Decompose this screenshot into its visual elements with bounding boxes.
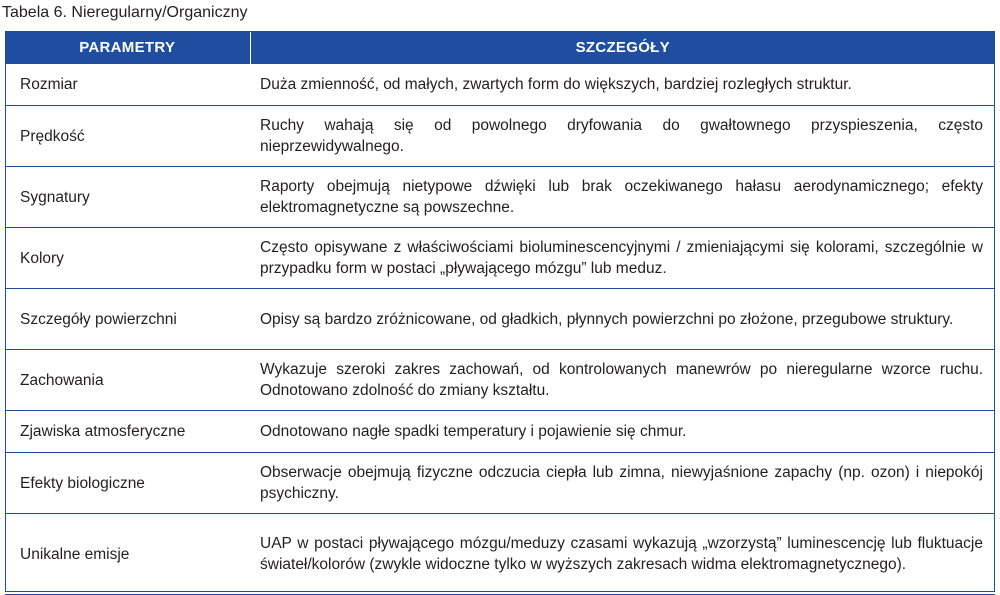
table-row [5, 228, 995, 289]
row-details: Raporty obejmują nietypowe dźwięki lub brak oczekiwanego hałasu aerodynamicznego; efekty elektromagnetyczne są powszechne. [250, 167, 995, 228]
row-details: Odnotowano nagłe spadki temperatury i pojawienie się chmur. [250, 411, 995, 453]
table-row [5, 289, 995, 350]
table-row [5, 453, 995, 514]
table-row [5, 106, 995, 167]
row-parameter: Efekty biologiczne [5, 453, 250, 514]
table-row [5, 514, 995, 595]
row-parameter: Zjawiska atmosferyczne [5, 411, 250, 453]
row-parameter: Rozmiar [5, 64, 250, 106]
row-details: Często opisywane z właściwościami bioluminescencyjnymi / zmieniającymi się kolorami, szczególnie w przypadku form w postaci „pływającego mózgu” lub meduz. [250, 228, 995, 289]
row-parameter: Kolory [5, 228, 250, 289]
table-row [5, 64, 995, 106]
table-row [5, 350, 995, 411]
header-parameters: PARAMETRY [5, 31, 250, 64]
row-details: UAP w postaci pływającego mózgu/meduzy czasami wykazują „wzorzystą” luminescencję lub fluktuacje świateł/kolorów (zwykle widoczne tylko w wyższych zakresach widma elektromagnetycznego). [250, 514, 995, 595]
table-caption: Tabela 6. Nieregularny/Organiczny [2, 4, 248, 21]
row-parameter: Szczegóły powierzchni [5, 289, 250, 350]
row-details: Ruchy wahają się od powolnego dryfowania do gwałtownego przyspieszenia, często nieprzewidywalnego. [250, 106, 995, 167]
table-row [5, 411, 995, 453]
parameters-table [5, 31, 995, 595]
table-header-row [5, 31, 995, 64]
row-details: Duża zmienność, od małych, zwartych form do większych, bardziej rozległych struktur. [250, 64, 995, 106]
row-parameter: Unikalne emisje [5, 514, 250, 595]
header-details: SZCZEGÓŁY [250, 31, 995, 64]
row-details: Obserwacje obejmują fizyczne odczucia ciepła lub zimna, niewyjaśnione zapachy (np. ozon) i niepokój psychiczny. [250, 453, 995, 514]
row-parameter: Prędkość [5, 106, 250, 167]
row-details: Wykazuje szeroki zakres zachowań, od kontrolowanych manewrów po nieregularne wzorce ruchu. Odnotowano zdolność do zmiany kształtu. [250, 350, 995, 411]
table-row [5, 167, 995, 228]
row-parameter: Zachowania [5, 350, 250, 411]
row-details: Opisy są bardzo zróżnicowane, od gładkich, płynnych powierzchni po złożone, przegubowe struktury. [250, 289, 995, 350]
row-parameter: Sygnatury [5, 167, 250, 228]
